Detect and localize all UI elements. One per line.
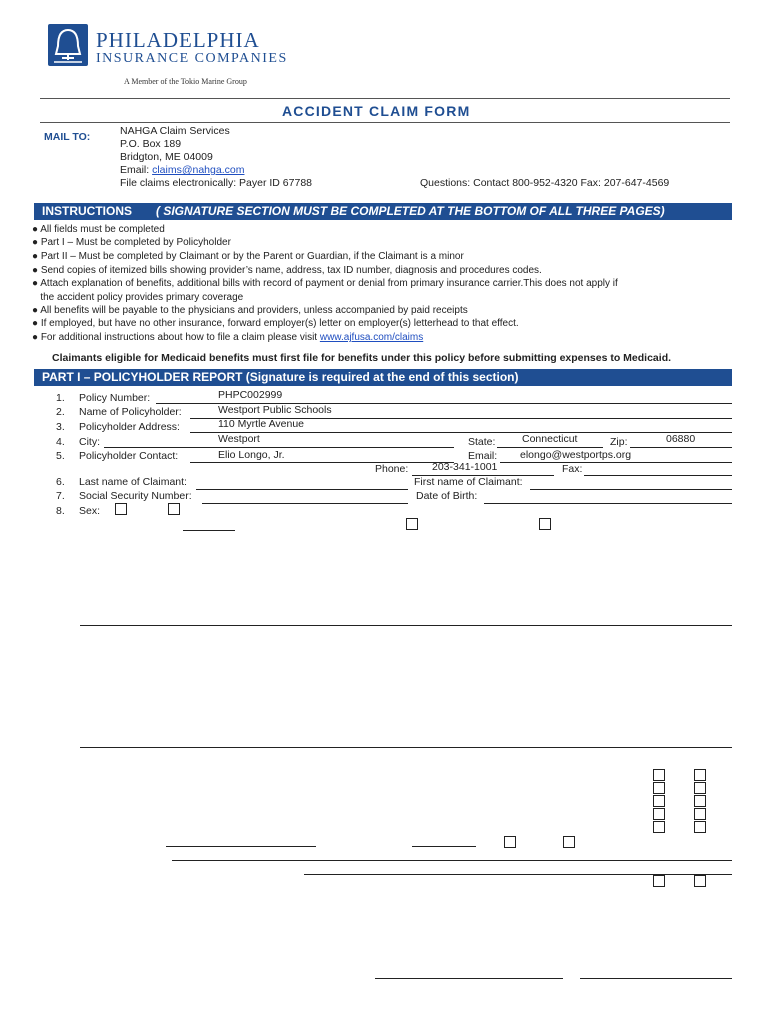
state-field[interactable]: Connecticut — [522, 433, 578, 445]
logo-title: PHILADELPHIA — [96, 28, 260, 52]
instruction-item: ● Part I – Must be completed by Policyholder — [32, 237, 231, 248]
blank-line[interactable] — [304, 874, 732, 875]
fax-underline — [584, 475, 732, 476]
claimant-last-name-field[interactable] — [196, 489, 408, 490]
zip-label: Zip: — [610, 436, 628, 448]
item-number: 5. — [56, 450, 65, 462]
claimant-first-name-label: First name of Claimant: — [414, 476, 523, 488]
policyholder-name-field[interactable]: Westport Public Schools — [218, 404, 332, 416]
sex-label: Sex: — [79, 505, 101, 517]
item-number: 4. — [56, 436, 65, 448]
checkbox[interactable] — [653, 769, 665, 781]
policyholder-address-field[interactable]: 110 Myrtle Avenue — [218, 418, 304, 430]
instruction-item: ● Send copies of itemized bills showing provider’s name, address, tax ID number, diagnosis and procedures codes. — [32, 265, 542, 276]
checkbox[interactable] — [653, 795, 665, 807]
item-number: 3. — [56, 421, 65, 433]
state-underline — [497, 447, 603, 448]
instruction-item-link-row — [32, 332, 423, 343]
checkbox[interactable] — [504, 836, 516, 848]
phone-label: Phone: — [375, 463, 409, 475]
claimant-last-name-label: Last name of Claimant: — [79, 476, 187, 488]
item-number: 8. — [56, 505, 65, 517]
item-number: 7. — [56, 490, 65, 502]
header-rule — [40, 98, 730, 99]
address-line-2: P.O. Box 189 — [120, 138, 182, 150]
policyholder-name-label: Name of Policyholder: — [79, 406, 182, 418]
ssn-label: Social Security Number: — [79, 490, 192, 502]
questions-contact: Questions: Contact 800-952-4320 Fax: 207-647-4569 — [420, 177, 670, 189]
claims-website-link[interactable]: www.ajfusa.com/claims — [319, 332, 424, 343]
title-rule — [40, 122, 730, 123]
state-label: State: — [468, 436, 496, 448]
address-email-row — [120, 164, 244, 176]
sex-female-checkbox[interactable] — [168, 503, 180, 515]
form-title: ACCIDENT CLAIM FORM — [282, 103, 471, 119]
checkbox[interactable] — [694, 808, 706, 820]
instruction-item: the accident policy provides primary coverage — [32, 292, 244, 303]
dob-label: Date of Birth: — [416, 490, 478, 502]
dob-field[interactable] — [484, 503, 732, 504]
zip-field[interactable]: 06880 — [666, 433, 696, 445]
blank-line[interactable] — [80, 747, 732, 748]
part1-heading: PART I – POLICYHOLDER REPORT (Signature is required at the end of this section) — [42, 370, 519, 384]
checkbox[interactable] — [694, 769, 706, 781]
address-line-1: NAHGA Claim Services — [120, 125, 230, 137]
checkbox[interactable] — [539, 518, 551, 530]
item-number: 6. — [56, 476, 65, 488]
phone-field[interactable]: 203-341-1001 — [432, 461, 498, 473]
instruction-item: ● Part II – Must be completed by Claimant or by the Parent or Guardian, if the Claimant is a minor — [32, 251, 464, 262]
sex-male-checkbox[interactable] — [115, 503, 127, 515]
email-field-label: Email: — [468, 450, 498, 462]
company-logo-bell-icon — [48, 24, 88, 66]
address-line-3: Bridgton, ME 04009 — [120, 151, 213, 163]
city-field[interactable]: Westport — [218, 433, 260, 445]
signature-line[interactable] — [375, 978, 563, 979]
policyholder-contact-field[interactable]: Elio Longo, Jr. — [218, 449, 285, 461]
ssn-field[interactable] — [202, 503, 408, 504]
checkbox[interactable] — [653, 808, 665, 820]
instructions-header — [34, 203, 732, 220]
policy-number-field[interactable]: PHPC002999 — [218, 389, 283, 401]
checkbox[interactable] — [694, 782, 706, 794]
policy-number-label: Policy Number: — [79, 392, 151, 404]
checkbox[interactable] — [406, 518, 418, 530]
claimant-first-name-field[interactable] — [530, 489, 732, 490]
checkbox[interactable] — [694, 875, 706, 887]
checkbox[interactable] — [563, 836, 575, 848]
mail-to-label: MAIL TO: — [44, 131, 91, 143]
policyholder-address-label: Policyholder Address: — [79, 421, 180, 433]
medicaid-notice: Claimants eligible for Medicaid benefits must first file for benefits under this policy before submitting expenses to Medicaid. — [52, 352, 672, 364]
blank-line[interactable] — [412, 846, 476, 847]
instruction-item: ● Attach explanation of benefits, additional bills with record of payment or denial from primary insurance carrier.This does not apply if — [32, 278, 618, 289]
checkbox[interactable] — [694, 795, 706, 807]
claims-email-link[interactable]: claims@nahga.com — [152, 164, 245, 176]
instruction-item: ● If employed, but have no other insurance, forward employer(s) letter on employer(s) letterhead to that effect. — [32, 318, 519, 329]
part1-header — [34, 369, 732, 386]
logo-subtitle: INSURANCE COMPANIES — [96, 51, 288, 66]
instruction-item: ● All benefits will be payable to the physicians and providers, unless accompanied by paid receipts — [32, 305, 468, 316]
policyholder-contact-label: Policyholder Contact: — [79, 450, 179, 462]
instructions-heading: INSTRUCTIONS — [42, 204, 132, 218]
policyholder-address-underline — [190, 432, 732, 433]
city-label: City: — [79, 436, 100, 448]
blank-line[interactable] — [172, 860, 732, 861]
checkbox[interactable] — [694, 821, 706, 833]
email-underline — [500, 462, 732, 463]
instruction-item: ● For additional instructions about how to file a claim please visit — [32, 332, 320, 343]
zip-underline — [630, 447, 732, 448]
signature-note: ( SIGNATURE SECTION MUST BE COMPLETED AT THE BOTTOM OF ALL THREE PAGES) — [156, 204, 665, 218]
checkbox[interactable] — [653, 875, 665, 887]
blank-line[interactable] — [183, 530, 235, 531]
logo-member-text: A Member of the Tokio Marine Group — [124, 77, 247, 86]
contact-underline — [190, 462, 454, 463]
city-underline — [104, 447, 454, 448]
email-label: Email: — [120, 164, 153, 176]
payer-id-text: File claims electronically: Payer ID 67788 — [120, 177, 312, 189]
date-line[interactable] — [580, 978, 732, 979]
item-number: 1. — [56, 392, 65, 404]
email-field[interactable]: elongo@westportps.org — [520, 449, 632, 461]
fax-label: Fax: — [562, 463, 583, 475]
item-number: 2. — [56, 406, 65, 418]
checkbox[interactable] — [653, 821, 665, 833]
checkbox[interactable] — [653, 782, 665, 794]
instruction-item: ● All fields must be completed — [32, 224, 165, 235]
blank-line[interactable] — [80, 625, 732, 626]
blank-line[interactable] — [166, 846, 316, 847]
